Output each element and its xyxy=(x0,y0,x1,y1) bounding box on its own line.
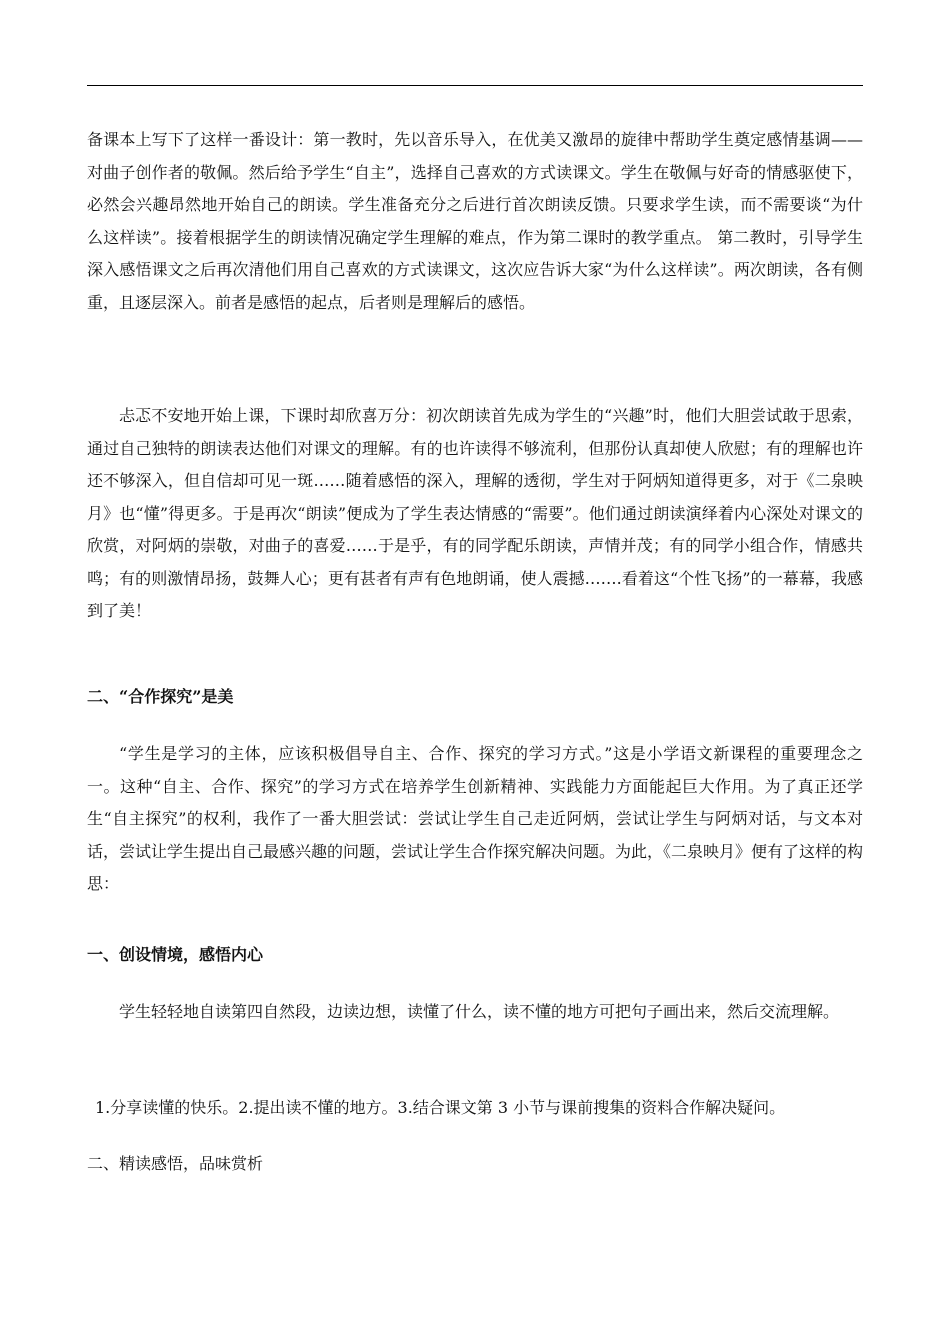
numbered-steps: 1.分享读懂的快乐。2.提出读不懂的地方。3.结合课文第 3 小节与课前搜集的资料合作解决疑问。 xyxy=(95,1098,786,1117)
paragraph-class-reflection: 忐忑不安地开始上课，下课时却欣喜万分：初次朗读首先成为学生的“兴趣”时，他们大胆尝试敢于思索，通过自己独特的朗读表达他们对课文的理解。有的也许读得不够流利，但那份认真却使人欣慰；有的理解也许还不够深入，但自信却可见一斑……随着感悟的深入，理解的透彻，学生对于阿炳知道得更多，对于《二泉映月》也“懂”得更多。于是再次“朗读”便成为了学生表达情感的“需要”。他们通过朗读演绎着内心深处对课文的欣赏，对阿炳的崇敬，对曲子的喜爱……于是乎，有的同学配乐朗读，声情并茂；有的同学小组合作，情感共鸣；有的则激情昂扬，鼓舞人心；更有甚者有声有色地朗诵，使人震撼…….看着这“个性飞扬”的一幕幕，我感到了美！ xyxy=(87,406,863,620)
section-heading-cooperation: 二、“合作探究”是美 xyxy=(87,687,234,706)
subheading-create-situation: 一、创设情境，感悟内心 xyxy=(87,945,264,964)
paragraph-self-reading: 学生轻轻地自读第四自然段，边读边想，读懂了什么，读不懂的地方可把句子画出来，然后交流理解。 xyxy=(119,1002,840,1021)
subheading-close-reading: 二、精读感悟，品味赏析 xyxy=(87,1154,264,1173)
header-rule xyxy=(87,85,863,86)
paragraph-learning-method: “学生是学习的主体，应该积极倡导自主、合作、探究的学习方式。”这是小学语文新课程的重要理念之一。这种“自主、合作、探究”的学习方式在培养学生创新精神、实践能力方面能起巨大作用。为了真正还学生“自主探究”的权利，我作了一番大胆尝试：尝试让学生自己走近阿炳，尝试让学生与阿炳对话，与文本对话，尝试让学生提出自己最感兴趣的问题，尝试让学生合作探究解决问题。为此，《二泉映月》便有了这样的构思： xyxy=(87,744,864,893)
paragraph-lesson-design: 备课本上写下了这样一番设计：第一教时，先以音乐导入，在优美又激昂的旋律中帮助学生奠定感情基调——对曲子创作者的敬佩。然后给予学生“自主”，选择自己喜欢的方式读课文。学生在敬佩与好奇的情感驱使下，必然会兴趣昂然地开始自己的朗读。学生准备充分之后进行首次朗读反馈。只要求学生读，而不需要谈“为什么这样读”。接着根据学生的朗读情况确定学生理解的难点，作为第二课时的教学重点。 第二教时，引导学生深入感悟课文之后再次清他们用自己喜欢的方式读课文，这次应告诉大家“为什么这样读”。两次朗读，各有侧重，且逐层深入。前者是感悟的起点，后者则是理解后的感悟。 xyxy=(87,130,863,312)
